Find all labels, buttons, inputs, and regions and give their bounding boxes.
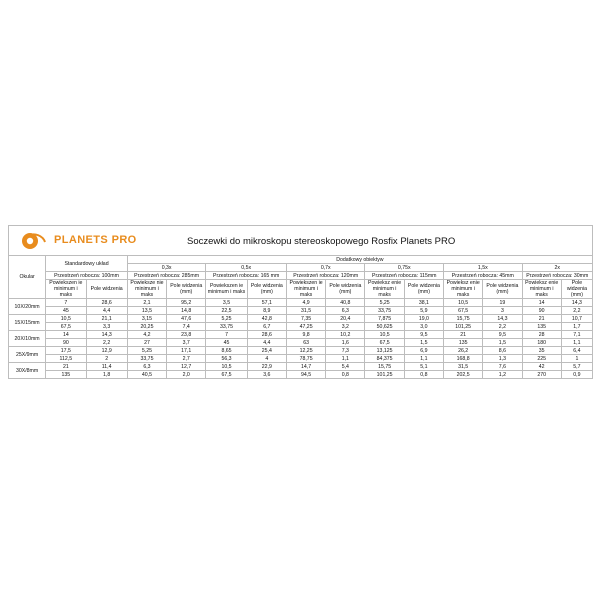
magnification-cell: 94,5 — [286, 371, 325, 379]
field-of-view-column-header: Pole widzenia — [86, 280, 127, 299]
field-of-view-cell: 14,3 — [483, 315, 522, 323]
magnification-cell: 21 — [522, 315, 561, 323]
field-of-view-cell: 2 — [86, 355, 127, 363]
field-of-view-cell: 3,0 — [404, 323, 443, 331]
field-of-view-cell: 1,6 — [326, 339, 365, 347]
magnification-cell: 5,25 — [206, 315, 247, 323]
lens-mag-header: 2x — [522, 264, 592, 272]
magnification-cell: 67,5 — [365, 339, 404, 347]
table-row — [9, 323, 593, 331]
magnification-cell: 50,625 — [365, 323, 404, 331]
field-of-view-cell: 5,9 — [404, 307, 443, 315]
field-of-view-cell: 95,2 — [167, 299, 206, 307]
field-of-view-cell: 21,1 — [86, 315, 127, 323]
field-of-view-cell: 10,7 — [561, 315, 592, 323]
table-row — [9, 339, 593, 347]
magnification-cell: 22,5 — [206, 307, 247, 315]
working-distance-label: Przestrzeń robocza: 285mm — [127, 272, 206, 280]
magnification-cell: 27 — [127, 339, 166, 347]
field-of-view-cell: 0,9 — [561, 371, 592, 379]
field-of-view-cell: 40,8 — [326, 299, 365, 307]
field-of-view-cell: 6,7 — [247, 323, 286, 331]
field-of-view-column-header: Pole widzenia (mm) — [483, 280, 522, 299]
magnification-cell: 14 — [522, 299, 561, 307]
field-of-view-cell: 3 — [483, 307, 522, 315]
field-of-view-cell: 19,0 — [404, 315, 443, 323]
magnification-column-header: Powiekszen ie minimum i maks — [286, 280, 325, 299]
table-row — [9, 363, 593, 371]
eyepiece-label: 10X/20mm — [9, 299, 46, 315]
field-of-view-cell: 1,5 — [404, 339, 443, 347]
magnification-cell: 10,5 — [206, 363, 247, 371]
magnification-column-header: Powieksze nie minimum i maks — [127, 280, 166, 299]
magnification-cell: 67,5 — [206, 371, 247, 379]
field-of-view-column-header: Pole widzenia (mm) — [167, 280, 206, 299]
magnification-cell: 7,875 — [365, 315, 404, 323]
field-of-view-cell: 1 — [561, 355, 592, 363]
field-of-view-cell: 11,4 — [86, 363, 127, 371]
document-title: Soczewki do mikroskopu stereoskopowego Rosfix Planets PRO — [187, 236, 456, 247]
magnification-cell: 135 — [444, 339, 483, 347]
magnification-cell: 9,8 — [286, 331, 325, 339]
magnification-cell: 35 — [522, 347, 561, 355]
field-of-view-cell: 1,1 — [561, 339, 592, 347]
table-row — [9, 371, 593, 379]
magnification-column-header: Powieksz enie minimum i maks — [522, 280, 561, 299]
lens-spec-table — [8, 255, 593, 379]
magnification-cell: 67,5 — [46, 323, 86, 331]
field-of-view-cell: 2,2 — [483, 323, 522, 331]
magnification-cell: 13,125 — [365, 347, 404, 355]
magnification-cell: 33,75 — [365, 307, 404, 315]
magnification-cell: 101,25 — [444, 323, 483, 331]
table-row — [9, 331, 593, 339]
field-of-view-cell: 42,8 — [247, 315, 286, 323]
eyepiece-label: 25X/9mm — [9, 347, 46, 363]
magnification-cell: 21 — [46, 363, 86, 371]
magnification-cell: 45 — [46, 307, 86, 315]
field-of-view-cell: 38,1 — [404, 299, 443, 307]
magnification-cell: 13,5 — [127, 307, 166, 315]
magnification-cell: 7 — [206, 331, 247, 339]
magnification-cell: 78,75 — [286, 355, 325, 363]
field-of-view-cell: 2,0 — [167, 371, 206, 379]
magnification-cell: 10,5 — [365, 331, 404, 339]
field-of-view-cell: 6,9 — [404, 347, 443, 355]
working-distance-label: Przestrzeń robocza: 45mm — [444, 272, 523, 280]
field-of-view-cell: 8,9 — [247, 307, 286, 315]
working-distance-label: Przestrzeń robocza: 120mm — [286, 272, 365, 280]
magnification-cell: 5,25 — [365, 299, 404, 307]
working-distance-label: Przestrzeń robocza: 100mm — [46, 272, 128, 280]
field-of-view-cell: 2,2 — [561, 307, 592, 315]
magnification-cell: 17,5 — [46, 347, 86, 355]
field-of-view-cell: 6,3 — [326, 307, 365, 315]
field-of-view-cell: 1,5 — [483, 339, 522, 347]
field-of-view-cell: 47,6 — [167, 315, 206, 323]
field-of-view-cell: 7,1 — [561, 331, 592, 339]
magnification-cell: 90 — [522, 307, 561, 315]
field-of-view-cell: 1,3 — [483, 355, 522, 363]
magnification-cell: 135 — [522, 323, 561, 331]
field-of-view-cell: 7,4 — [167, 323, 206, 331]
field-of-view-cell: 9,5 — [404, 331, 443, 339]
magnification-cell: 33,75 — [206, 323, 247, 331]
eyepiece-label: 30X/8mm — [9, 363, 46, 379]
magnification-column-header: Powieksz enie minimum i maks — [365, 280, 404, 299]
field-of-view-cell: 28,6 — [86, 299, 127, 307]
field-of-view-cell: 12,9 — [86, 347, 127, 355]
standard-setup-header: Standardowy układ — [46, 256, 128, 272]
rosfix-logo-icon — [21, 230, 47, 252]
magnification-cell: 10,5 — [444, 299, 483, 307]
field-of-view-cell: 6,4 — [561, 347, 592, 355]
field-of-view-cell: 5,7 — [561, 363, 592, 371]
lens-mag-header: 1,5x — [444, 264, 523, 272]
magnification-cell: 84,375 — [365, 355, 404, 363]
field-of-view-cell: 7,6 — [483, 363, 522, 371]
magnification-cell: 2,1 — [127, 299, 166, 307]
magnification-cell: 112,5 — [46, 355, 86, 363]
magnification-cell: 7,35 — [286, 315, 325, 323]
field-of-view-cell: 14,3 — [86, 331, 127, 339]
working-distance-label: Przestrzeń robocza: 165 mm — [206, 272, 287, 280]
field-of-view-cell: 28,6 — [247, 331, 286, 339]
magnification-cell: 20,25 — [127, 323, 166, 331]
table-row — [9, 307, 593, 315]
field-of-view-cell: 5,4 — [326, 363, 365, 371]
magnification-cell: 31,5 — [444, 363, 483, 371]
field-of-view-cell: 1,1 — [404, 355, 443, 363]
magnification-column-header: Powiekszen ie minimum i maks — [46, 280, 86, 299]
field-of-view-cell: 8,6 — [483, 347, 522, 355]
magnification-cell: 101,25 — [365, 371, 404, 379]
magnification-cell: 14,7 — [286, 363, 325, 371]
working-distance-label: Przestrzeń robocza: 30mm — [522, 272, 592, 280]
eyepiece-label: 20X/10mm — [9, 331, 46, 347]
magnification-cell: 4,2 — [127, 331, 166, 339]
header-banner — [8, 225, 593, 255]
magnification-cell: 47,25 — [286, 323, 325, 331]
spec-sheet — [8, 225, 593, 379]
magnification-cell: 270 — [522, 371, 561, 379]
spec-table-body — [9, 299, 593, 379]
field-of-view-cell: 5,1 — [404, 363, 443, 371]
magnification-cell: 21 — [444, 331, 483, 339]
magnification-cell: 15,75 — [444, 315, 483, 323]
magnification-cell: 202,5 — [444, 371, 483, 379]
magnification-cell: 63 — [286, 339, 325, 347]
field-of-view-cell: 57,1 — [247, 299, 286, 307]
field-of-view-cell: 0,8 — [404, 371, 443, 379]
field-of-view-cell: 3,2 — [326, 323, 365, 331]
field-of-view-cell: 2,7 — [167, 355, 206, 363]
field-of-view-cell: 25,4 — [247, 347, 286, 355]
magnification-cell: 3,5 — [206, 299, 247, 307]
lens-mag-header: 0,3x — [127, 264, 206, 272]
magnification-cell: 6,3 — [127, 363, 166, 371]
magnification-cell: 45 — [206, 339, 247, 347]
magnification-cell: 7 — [46, 299, 86, 307]
magnification-cell: 168,8 — [444, 355, 483, 363]
magnification-cell: 5,25 — [127, 347, 166, 355]
magnification-cell: 225 — [522, 355, 561, 363]
magnification-cell: 31,5 — [286, 307, 325, 315]
magnification-column-header: Powiekszen ie minimum i maks — [206, 280, 247, 299]
field-of-view-column-header: Pole widzenia (mm) — [404, 280, 443, 299]
lens-mag-header: 0,5x — [206, 264, 287, 272]
field-of-view-cell: 10,2 — [326, 331, 365, 339]
field-of-view-cell: 3,6 — [247, 371, 286, 379]
field-of-view-column-header: Pole widzenia (mm) — [561, 280, 592, 299]
magnification-cell: 135 — [46, 371, 86, 379]
okular-header: Okular — [9, 256, 46, 299]
magnification-cell: 14 — [46, 331, 86, 339]
field-of-view-cell: 12,7 — [167, 363, 206, 371]
magnification-cell: 28 — [522, 331, 561, 339]
field-of-view-cell: 19 — [483, 299, 522, 307]
field-of-view-cell: 4,4 — [247, 339, 286, 347]
magnification-cell: 40,5 — [127, 371, 166, 379]
lens-mag-header: 0,7x — [286, 264, 365, 272]
magnification-cell: 33,75 — [127, 355, 166, 363]
field-of-view-cell: 23,8 — [167, 331, 206, 339]
magnification-column-header: Powieksz enie minimum i maks — [444, 280, 483, 299]
table-row — [9, 355, 593, 363]
field-of-view-cell: 3,3 — [86, 323, 127, 331]
field-of-view-cell: 7,3 — [326, 347, 365, 355]
field-of-view-cell: 9,5 — [483, 331, 522, 339]
field-of-view-cell: 14,3 — [561, 299, 592, 307]
table-row — [9, 299, 593, 307]
field-of-view-cell: 0,8 — [326, 371, 365, 379]
magnification-cell: 12,25 — [286, 347, 325, 355]
field-of-view-cell: 3,7 — [167, 339, 206, 347]
field-of-view-cell: 1,1 — [326, 355, 365, 363]
field-of-view-cell: 4 — [247, 355, 286, 363]
field-of-view-cell: 14,8 — [167, 307, 206, 315]
magnification-cell: 67,5 — [444, 307, 483, 315]
table-row — [9, 315, 593, 323]
table-row — [9, 347, 593, 355]
field-of-view-cell: 1,7 — [561, 323, 592, 331]
field-of-view-column-header: Pole widzenia (mm) — [247, 280, 286, 299]
field-of-view-column-header: Pole widzenia (mm) — [326, 280, 365, 299]
magnification-cell: 42 — [522, 363, 561, 371]
brand-logo-text: PLANETS PRO — [54, 234, 137, 246]
field-of-view-cell: 2,2 — [86, 339, 127, 347]
magnification-cell: 180 — [522, 339, 561, 347]
magnification-cell: 56,3 — [206, 355, 247, 363]
magnification-cell: 10,5 — [46, 315, 86, 323]
magnification-cell: 90 — [46, 339, 86, 347]
field-of-view-cell: 17,1 — [167, 347, 206, 355]
field-of-view-cell: 20,4 — [326, 315, 365, 323]
field-of-view-cell: 4,4 — [86, 307, 127, 315]
eyepiece-label: 15X/15mm — [9, 315, 46, 331]
field-of-view-cell: 1,8 — [86, 371, 127, 379]
magnification-cell: 3,15 — [127, 315, 166, 323]
additional-lens-header: Dodatkowy obiektyw — [127, 256, 592, 264]
field-of-view-cell: 22,9 — [247, 363, 286, 371]
working-distance-label: Przestrzeń robocza: 115mm — [365, 272, 444, 280]
lens-mag-header: 0,75x — [365, 264, 444, 272]
magnification-cell: 4,9 — [286, 299, 325, 307]
field-of-view-cell: 1,2 — [483, 371, 522, 379]
magnification-cell: 26,2 — [444, 347, 483, 355]
magnification-cell: 8,65 — [206, 347, 247, 355]
magnification-cell: 15,75 — [365, 363, 404, 371]
